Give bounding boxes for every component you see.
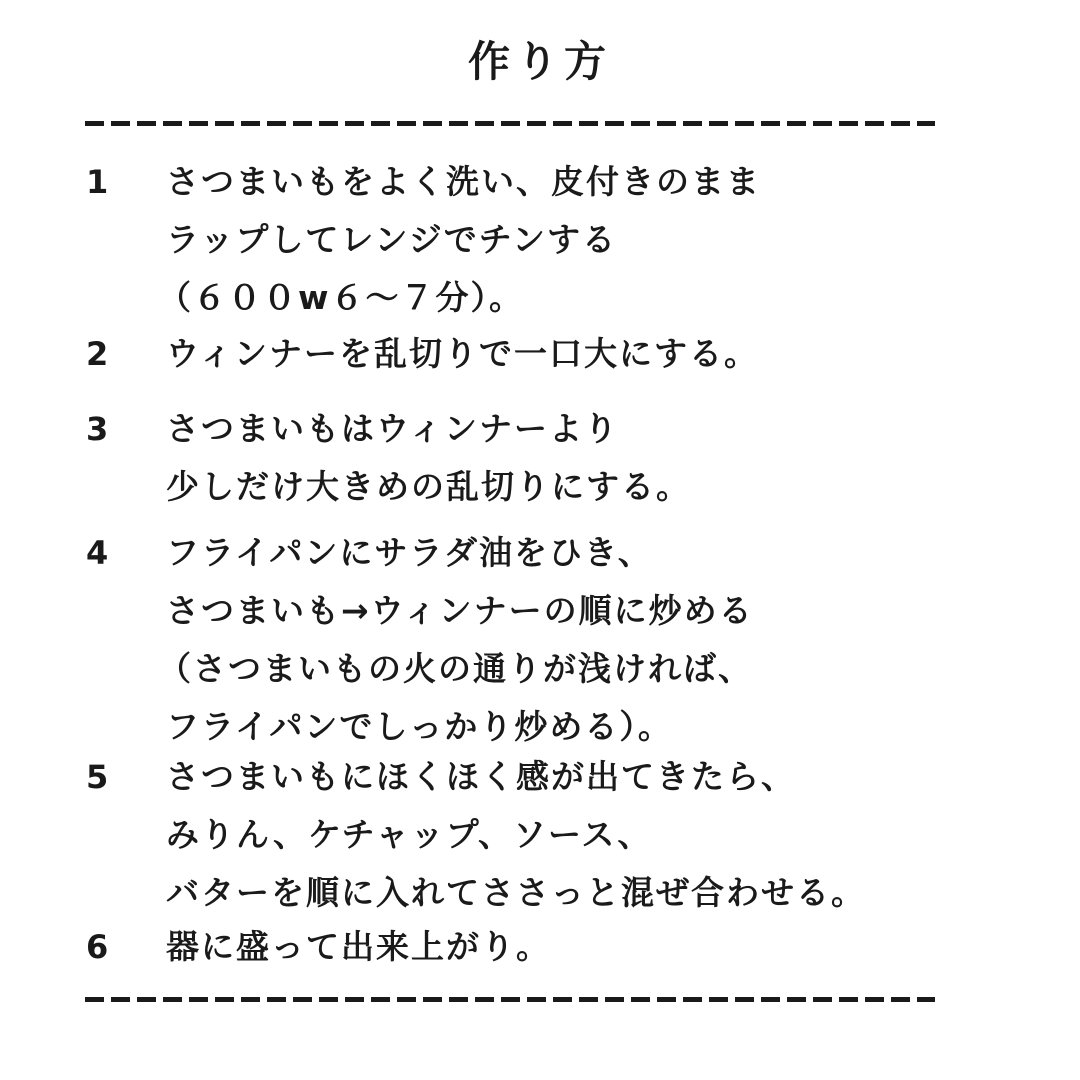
page-title: 作り方 — [467, 37, 612, 86]
step-number: 5 — [86, 758, 109, 796]
step-text — [166, 918, 1046, 976]
step-line: バターを順に入れてささっと混ぜ合わせる。 — [166, 873, 866, 912]
step-line: さつまいもをよく洗い、皮付きのまま — [166, 162, 761, 201]
bottom-dashed-divider — [85, 997, 935, 1002]
step-line: フライパンにサラダ油をひき、 — [166, 533, 653, 572]
step-line: さつまいも→ウィンナーの順に炒める — [166, 591, 754, 630]
step-number: 3 — [86, 410, 109, 448]
step-line: さつまいもはウィンナーより — [166, 409, 620, 448]
step-line: みりん、ケチャップ、ソース、 — [166, 815, 653, 854]
step-number: 2 — [86, 335, 109, 373]
top-dashed-divider — [85, 121, 935, 126]
step-line: ウィンナーを乱切りで一口大にする。 — [166, 334, 760, 373]
step-number: 6 — [86, 928, 109, 966]
step-line: 器に盛って出来上がり。 — [166, 927, 551, 966]
step-line: ラップしてレンジでチンする — [166, 220, 618, 259]
step-line: フライパンでしっかり炒める）。 — [166, 707, 673, 746]
step-line: （さつまいもの火の通りが浅ければ、 — [158, 649, 753, 688]
step-text — [158, 524, 1046, 756]
step-text — [166, 325, 1046, 383]
step-line: さつまいもにほくほく感が出てきたら、 — [166, 757, 796, 796]
step-text — [166, 748, 1046, 922]
step-line: （６００w６～７分）。 — [158, 278, 524, 317]
step-line: 少しだけ大きめの乱切りにする。 — [166, 467, 691, 506]
step-number: 1 — [86, 163, 109, 201]
step-number: 4 — [86, 534, 109, 572]
step-text — [166, 400, 1046, 516]
step-text — [158, 153, 1046, 327]
